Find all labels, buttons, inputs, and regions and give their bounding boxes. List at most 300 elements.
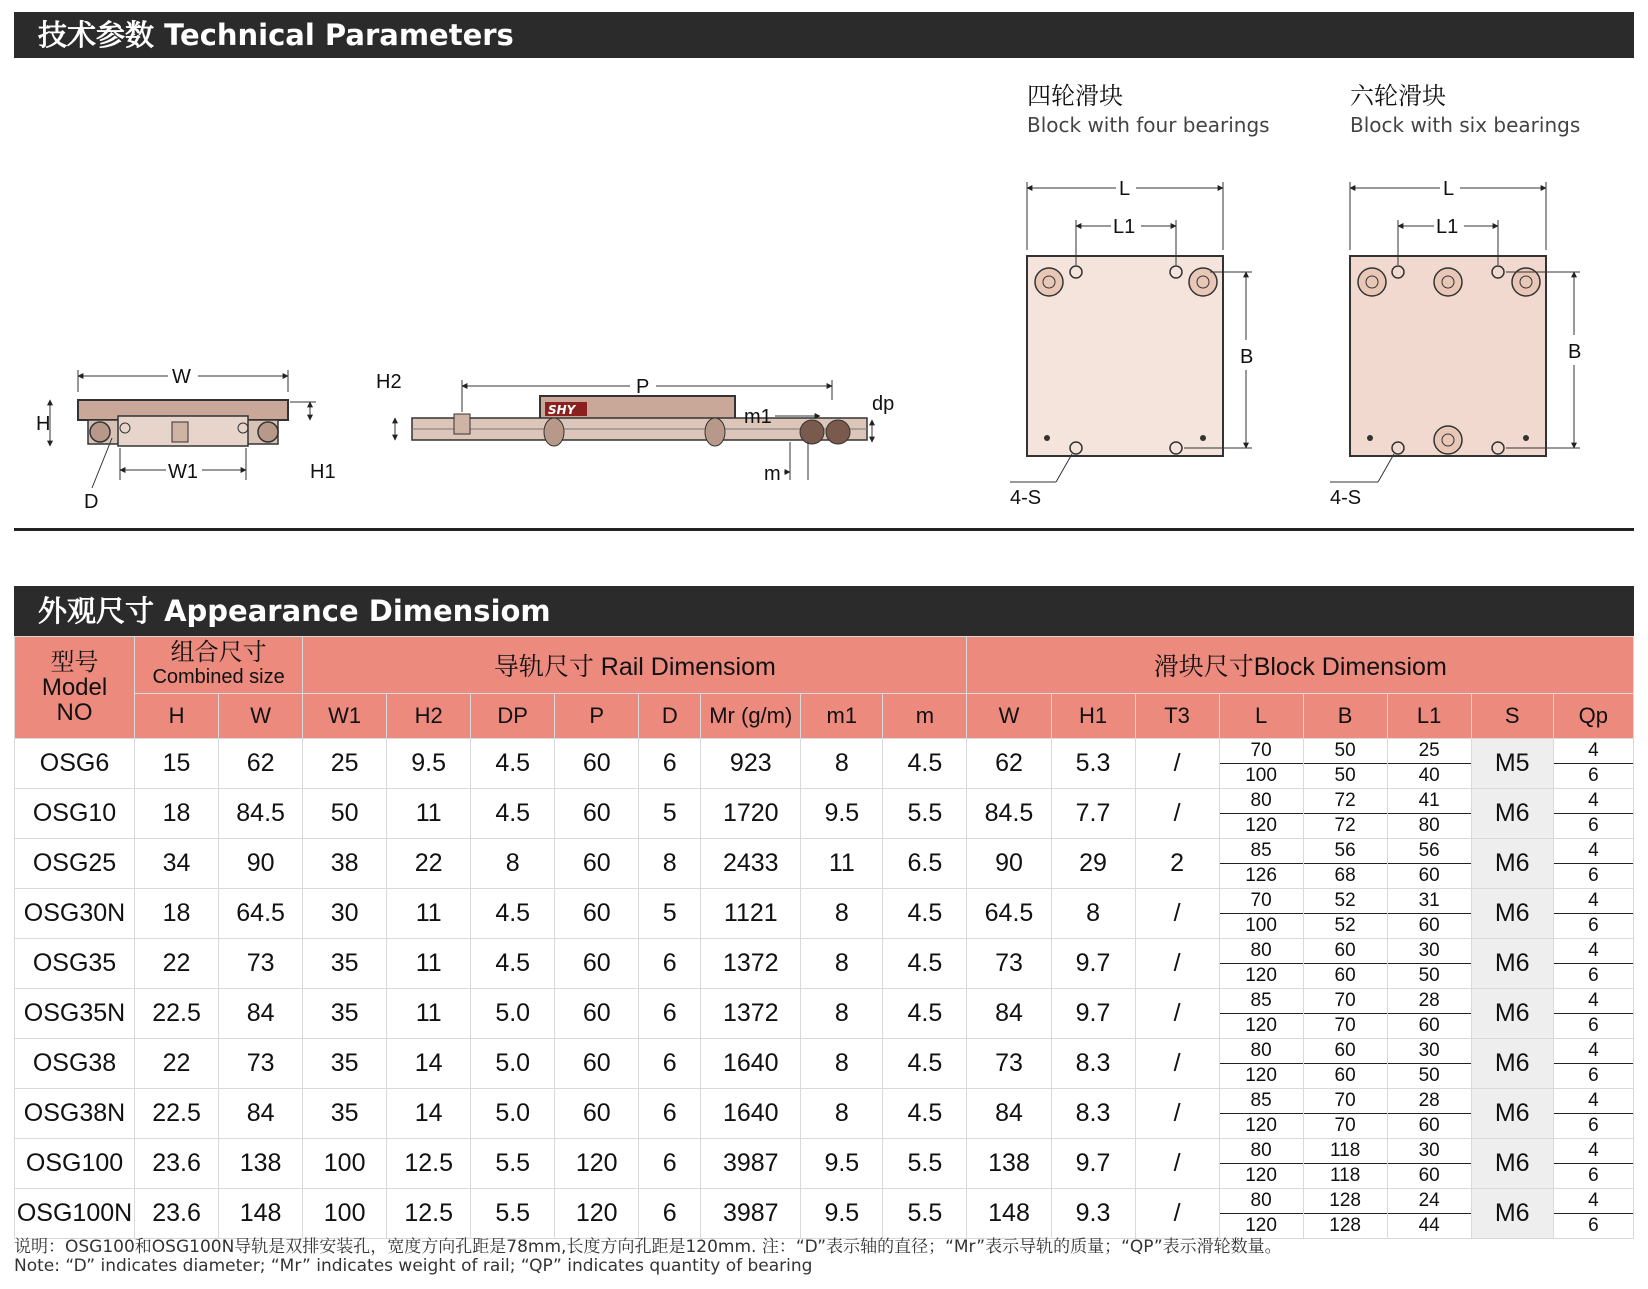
value-cell-mr: 1121 [701, 889, 801, 939]
sub-value: 4 [1554, 1139, 1633, 1164]
value-cell-l [1219, 939, 1303, 989]
value-cell-d: 5 [639, 889, 701, 939]
value-cell-h1: 8.3 [1051, 1089, 1135, 1139]
model-cell: OSG10 [15, 789, 135, 839]
sub-value: 70 [1334, 1015, 1356, 1036]
value-cell-l [1219, 1089, 1303, 1139]
value-cell-h2: 11 [387, 789, 471, 839]
value-cell-h1: 8 [1051, 889, 1135, 939]
value-cell-l [1219, 839, 1303, 889]
value-cell-b [1303, 889, 1387, 939]
sub-value: 80 [1220, 789, 1303, 814]
value-cell-dp: 4.5 [471, 739, 555, 789]
value-cell-w1: 35 [303, 939, 387, 989]
value-cell-b [1303, 1089, 1387, 1139]
value-cell-h: 15 [135, 739, 219, 789]
value-cell-l [1219, 739, 1303, 789]
value-cell-d: 5 [639, 789, 701, 839]
value-cell-l [1219, 1039, 1303, 1089]
value-cell-h2: 11 [387, 889, 471, 939]
header-model: 型号 Model NO [15, 637, 135, 739]
value-cell-bw: 84 [967, 989, 1051, 1039]
model-cell: OSG38 [15, 1039, 135, 1089]
note-chinese: 说明：OSG100和OSG100N导轨是双排安装孔，宽度方向孔距是78mm,长度方向孔距是120mm. 注：“D”表示轴的直径；“Mr”表示导轨的质量；“QP”表示滑轮数量。 [14, 1237, 1282, 1257]
value-cell-h2: 12.5 [387, 1139, 471, 1189]
value-cell-p: 60 [555, 989, 639, 1039]
value-cell-l1 [1387, 789, 1471, 839]
column-header: m1 [801, 694, 883, 739]
sub-value: 120 [1245, 1065, 1277, 1086]
section-header-technical-parameters: 技术参数 Technical Parameters [14, 12, 1634, 58]
dim-label-W: W [172, 366, 191, 388]
value-cell-h1: 9.7 [1051, 1139, 1135, 1189]
value-cell-h1: 5.3 [1051, 739, 1135, 789]
sub-value: 6 [1588, 915, 1599, 936]
value-cell-t3: / [1135, 1139, 1219, 1189]
value-cell-l [1219, 789, 1303, 839]
value-cell-bw: 148 [967, 1189, 1051, 1239]
value-cell-mr: 2433 [701, 839, 801, 889]
sub-value: 6 [1588, 1065, 1599, 1086]
end-view-drawing [36, 366, 336, 513]
sub-value: 4 [1554, 989, 1633, 1014]
header-rail-dimension: 导轨尺寸 Rail Dimensiom [303, 637, 967, 694]
column-header: m [883, 694, 967, 739]
value-cell-l [1219, 1189, 1303, 1239]
sub-value: 24 [1388, 1189, 1471, 1214]
model-cell: OSG100 [15, 1139, 135, 1189]
six-bearing-title-en: Block with six bearings [1350, 113, 1581, 137]
value-cell-h2: 12.5 [387, 1189, 471, 1239]
sub-value: 25 [1388, 739, 1471, 764]
value-cell-w1: 100 [303, 1189, 387, 1239]
sub-value: 6 [1588, 965, 1599, 986]
value-cell-qp [1553, 1089, 1633, 1139]
value-cell-w: 84 [219, 989, 303, 1039]
sub-value: 126 [1245, 865, 1277, 886]
value-cell-h1: 8.3 [1051, 1039, 1135, 1089]
sub-value: 80 [1220, 1189, 1303, 1214]
value-cell-p: 120 [555, 1139, 639, 1189]
model-cell: OSG6 [15, 739, 135, 789]
value-cell-bw: 64.5 [967, 889, 1051, 939]
technical-drawing [0, 70, 1648, 530]
value-cell-h: 23.6 [135, 1139, 219, 1189]
value-cell-w1: 35 [303, 989, 387, 1039]
sub-value: 85 [1220, 839, 1303, 864]
sub-value: 120 [1245, 1115, 1277, 1136]
sub-value: 60 [1334, 1065, 1356, 1086]
value-cell-b [1303, 789, 1387, 839]
value-cell-t3: / [1135, 989, 1219, 1039]
column-header: L [1219, 694, 1303, 739]
sub-value: 68 [1334, 865, 1356, 886]
sub-value: 6 [1588, 1165, 1599, 1186]
value-cell-m1: 8 [801, 1039, 883, 1089]
value-cell-qp [1553, 1139, 1633, 1189]
dimension-table [14, 636, 1634, 1239]
column-header: B [1303, 694, 1387, 739]
sub-value: 52 [1304, 889, 1387, 914]
dim-label-dp: dp [872, 393, 895, 415]
column-header: T3 [1135, 694, 1219, 739]
table-row [15, 1189, 1634, 1239]
sub-value: 4 [1554, 1039, 1633, 1064]
value-cell-m: 4.5 [883, 939, 967, 989]
value-cell-mr: 923 [701, 739, 801, 789]
value-cell-h1: 9.7 [1051, 989, 1135, 1039]
sub-value: 70 [1220, 889, 1303, 914]
value-cell-dp: 5.5 [471, 1139, 555, 1189]
sub-value: 100 [1245, 915, 1277, 936]
sub-value: 128 [1304, 1189, 1387, 1214]
value-cell-d: 6 [639, 1189, 701, 1239]
value-cell-d: 6 [639, 1039, 701, 1089]
dim-label-H2: H2 [376, 371, 402, 393]
value-cell-b [1303, 1189, 1387, 1239]
sub-value: 80 [1220, 1139, 1303, 1164]
sub-value: 50 [1334, 765, 1356, 786]
sub-value: 120 [1245, 1215, 1277, 1236]
value-cell-m: 5.5 [883, 789, 967, 839]
model-cell: OSG35N [15, 989, 135, 1039]
value-cell-qp [1553, 839, 1633, 889]
value-cell-w: 84.5 [219, 789, 303, 839]
value-cell-h1: 7.7 [1051, 789, 1135, 839]
sub-value: 120 [1245, 815, 1277, 836]
value-cell-h2: 11 [387, 989, 471, 1039]
sub-value: 28 [1388, 989, 1471, 1014]
table-row [15, 989, 1634, 1039]
value-cell-bw: 73 [967, 1039, 1051, 1089]
value-cell-w1: 50 [303, 789, 387, 839]
value-cell-h2: 14 [387, 1089, 471, 1139]
sub-value: 40 [1418, 765, 1440, 786]
table-row [15, 789, 1634, 839]
value-cell-m: 4.5 [883, 889, 967, 939]
value-cell-w1: 35 [303, 1089, 387, 1139]
value-cell-s: M6 [1471, 1039, 1553, 1089]
value-cell-m: 4.5 [883, 739, 967, 789]
dim-label-H1: H1 [310, 461, 336, 483]
value-cell-h2: 9.5 [387, 739, 471, 789]
sub-value: 6 [1588, 815, 1599, 836]
sub-value: 6 [1588, 765, 1599, 786]
value-cell-h: 18 [135, 789, 219, 839]
sub-value: 120 [1245, 1015, 1277, 1036]
value-cell-m: 4.5 [883, 1039, 967, 1089]
value-cell-dp: 4.5 [471, 789, 555, 839]
dim-label-H: H [36, 413, 51, 435]
value-cell-qp [1553, 739, 1633, 789]
value-cell-w: 138 [219, 1139, 303, 1189]
value-cell-w: 62 [219, 739, 303, 789]
value-cell-qp [1553, 989, 1633, 1039]
six-bearing-block-drawing [1330, 82, 1581, 509]
side-view-drawing [376, 371, 894, 485]
sub-value: 4 [1554, 889, 1633, 914]
value-cell-mr: 3987 [701, 1189, 801, 1239]
sub-value: 4 [1554, 939, 1633, 964]
sub-value: 6 [1588, 1115, 1599, 1136]
value-cell-d: 6 [639, 989, 701, 1039]
dim-label-4S-six: 4-S [1330, 487, 1362, 509]
sub-value: 128 [1329, 1215, 1361, 1236]
value-cell-qp [1553, 1039, 1633, 1089]
column-header: DP [471, 694, 555, 739]
value-cell-bw: 62 [967, 739, 1051, 789]
value-cell-m1: 11 [801, 839, 883, 889]
sub-value: 60 [1418, 865, 1440, 886]
value-cell-w1: 100 [303, 1139, 387, 1189]
value-cell-w1: 25 [303, 739, 387, 789]
value-cell-w: 73 [219, 1039, 303, 1089]
value-cell-p: 60 [555, 939, 639, 989]
value-cell-m1: 9.5 [801, 789, 883, 839]
value-cell-h: 22 [135, 1039, 219, 1089]
value-cell-m: 4.5 [883, 989, 967, 1039]
value-cell-w: 90 [219, 839, 303, 889]
value-cell-l [1219, 1139, 1303, 1189]
value-cell-m1: 8 [801, 889, 883, 939]
value-cell-dp: 8 [471, 839, 555, 889]
value-cell-s: M6 [1471, 889, 1553, 939]
value-cell-w: 73 [219, 939, 303, 989]
value-cell-l1 [1387, 1089, 1471, 1139]
dim-label-P: P [636, 376, 650, 398]
sub-value: 80 [1220, 1039, 1303, 1064]
table-row [15, 889, 1634, 939]
sub-value: 6 [1588, 1015, 1599, 1036]
brand-logo: SHY [548, 403, 576, 417]
value-cell-t3: / [1135, 939, 1219, 989]
value-cell-p: 60 [555, 739, 639, 789]
sub-value: 30 [1388, 1139, 1471, 1164]
sub-value: 80 [1220, 939, 1303, 964]
value-cell-h: 34 [135, 839, 219, 889]
sub-value: 60 [1418, 1165, 1440, 1186]
value-cell-s: M6 [1471, 989, 1553, 1039]
value-cell-m1: 9.5 [801, 1139, 883, 1189]
dim-label-B-four: B [1240, 346, 1254, 368]
four-bearing-block-drawing [1010, 82, 1270, 509]
sub-value: 30 [1388, 1039, 1471, 1064]
sub-value: 120 [1245, 1165, 1277, 1186]
table-row [15, 1039, 1634, 1089]
value-cell-bw: 73 [967, 939, 1051, 989]
sub-value: 70 [1334, 1115, 1356, 1136]
value-cell-l [1219, 889, 1303, 939]
value-cell-m1: 9.5 [801, 1189, 883, 1239]
column-header: W [967, 694, 1051, 739]
value-cell-h: 23.6 [135, 1189, 219, 1239]
column-header: Mr (g/m) [701, 694, 801, 739]
column-header: L1 [1387, 694, 1471, 739]
dim-label-L-four: L [1119, 178, 1131, 200]
column-header: H1 [1051, 694, 1135, 739]
six-bearing-title-cn: 六轮滑块 [1350, 82, 1446, 110]
sub-value: 6 [1588, 1215, 1599, 1236]
value-cell-m1: 8 [801, 739, 883, 789]
sub-value: 50 [1304, 739, 1387, 764]
value-cell-mr: 1640 [701, 1089, 801, 1139]
value-cell-d: 6 [639, 1089, 701, 1139]
sub-value: 72 [1334, 815, 1356, 836]
value-cell-w1: 38 [303, 839, 387, 889]
value-cell-qp [1553, 889, 1633, 939]
value-cell-mr: 1640 [701, 1039, 801, 1089]
value-cell-p: 60 [555, 1089, 639, 1139]
value-cell-bw: 138 [967, 1139, 1051, 1189]
value-cell-h1: 9.7 [1051, 939, 1135, 989]
column-header: S [1471, 694, 1553, 739]
sub-value: 85 [1220, 1089, 1303, 1114]
four-bearing-title-cn: 四轮滑块 [1027, 82, 1123, 110]
sub-value: 60 [1334, 965, 1356, 986]
value-cell-qp [1553, 789, 1633, 839]
value-cell-dp: 5.5 [471, 1189, 555, 1239]
table-row [15, 1089, 1634, 1139]
sub-value: 56 [1304, 839, 1387, 864]
value-cell-l1 [1387, 939, 1471, 989]
table-row [15, 739, 1634, 789]
column-header: H [135, 694, 219, 739]
value-cell-m: 6.5 [883, 839, 967, 889]
value-cell-b [1303, 839, 1387, 889]
four-bearing-title-en: Block with four bearings [1027, 113, 1270, 137]
value-cell-t3: / [1135, 1089, 1219, 1139]
dim-label-m1: m1 [744, 406, 772, 428]
sub-value: 4 [1554, 789, 1633, 814]
sub-value: 50 [1418, 1065, 1440, 1086]
sub-value: 41 [1388, 789, 1471, 814]
value-cell-s: M6 [1471, 789, 1553, 839]
dim-label-m: m [764, 463, 781, 485]
value-cell-b [1303, 739, 1387, 789]
sub-value: 60 [1418, 1015, 1440, 1036]
column-header: H2 [387, 694, 471, 739]
value-cell-t3: / [1135, 739, 1219, 789]
sub-value: 70 [1220, 739, 1303, 764]
value-cell-w: 84 [219, 1089, 303, 1139]
value-cell-mr: 1372 [701, 939, 801, 989]
model-cell: OSG35 [15, 939, 135, 989]
value-cell-l1 [1387, 839, 1471, 889]
value-cell-s: M6 [1471, 1189, 1553, 1239]
value-cell-p: 60 [555, 839, 639, 889]
value-cell-l [1219, 989, 1303, 1039]
value-cell-d: 6 [639, 1139, 701, 1189]
sub-value: 44 [1418, 1215, 1440, 1236]
value-cell-s: M6 [1471, 939, 1553, 989]
value-cell-h1: 29 [1051, 839, 1135, 889]
value-cell-b [1303, 1139, 1387, 1189]
dim-label-L1-six: L1 [1436, 216, 1459, 238]
value-cell-dp: 5.0 [471, 1039, 555, 1089]
model-cell: OSG30N [15, 889, 135, 939]
value-cell-m1: 8 [801, 989, 883, 1039]
value-cell-m1: 8 [801, 939, 883, 989]
sub-value: 4 [1554, 1189, 1633, 1214]
sub-value: 70 [1304, 989, 1387, 1014]
model-cell: OSG38N [15, 1089, 135, 1139]
sub-value: 28 [1388, 1089, 1471, 1114]
table-row [15, 1139, 1634, 1189]
value-cell-h2: 11 [387, 939, 471, 989]
value-cell-mr: 3987 [701, 1139, 801, 1189]
value-cell-h: 22 [135, 939, 219, 989]
value-cell-w: 64.5 [219, 889, 303, 939]
dim-label-D: D [84, 491, 99, 513]
value-cell-h1: 9.3 [1051, 1189, 1135, 1239]
value-cell-m: 5.5 [883, 1189, 967, 1239]
value-cell-t3: 2 [1135, 839, 1219, 889]
value-cell-dp: 5.0 [471, 1089, 555, 1139]
sub-value: 100 [1245, 765, 1277, 786]
sub-value: 80 [1418, 815, 1440, 836]
value-cell-l1 [1387, 1189, 1471, 1239]
value-cell-bw: 84.5 [967, 789, 1051, 839]
value-cell-dp: 4.5 [471, 889, 555, 939]
value-cell-qp [1553, 939, 1633, 989]
value-cell-m: 5.5 [883, 1139, 967, 1189]
value-cell-h2: 14 [387, 1039, 471, 1089]
value-cell-h2: 22 [387, 839, 471, 889]
value-cell-s: M5 [1471, 739, 1553, 789]
value-cell-mr: 1372 [701, 989, 801, 1039]
column-header: W [219, 694, 303, 739]
value-cell-bw: 84 [967, 1089, 1051, 1139]
sub-value: 118 [1329, 1165, 1361, 1186]
value-cell-l1 [1387, 739, 1471, 789]
value-cell-qp [1553, 1189, 1633, 1239]
value-cell-t3: / [1135, 1189, 1219, 1239]
value-cell-b [1303, 939, 1387, 989]
sub-value: 4 [1554, 1089, 1633, 1114]
value-cell-p: 120 [555, 1189, 639, 1239]
column-header: P [555, 694, 639, 739]
value-cell-s: M6 [1471, 839, 1553, 889]
value-cell-d: 6 [639, 739, 701, 789]
value-cell-dp: 5.0 [471, 989, 555, 1039]
value-cell-l1 [1387, 989, 1471, 1039]
sub-value: 4 [1554, 839, 1633, 864]
value-cell-l1 [1387, 1139, 1471, 1189]
value-cell-m: 4.5 [883, 1089, 967, 1139]
column-header: W1 [303, 694, 387, 739]
value-cell-t3: / [1135, 889, 1219, 939]
value-cell-l1 [1387, 889, 1471, 939]
sub-value: 85 [1220, 989, 1303, 1014]
sub-value: 31 [1388, 889, 1471, 914]
value-cell-h: 18 [135, 889, 219, 939]
value-cell-w1: 30 [303, 889, 387, 939]
dim-label-W1: W1 [168, 461, 198, 483]
sub-value: 4 [1554, 739, 1633, 764]
value-cell-p: 60 [555, 889, 639, 939]
sub-value: 72 [1304, 789, 1387, 814]
table-row [15, 939, 1634, 989]
value-cell-dp: 4.5 [471, 939, 555, 989]
header-block-dimension: 滑块尺寸Block Dimensiom [967, 637, 1634, 694]
value-cell-h: 22.5 [135, 989, 219, 1039]
note-english: Note: “D” indicates diameter; “Mr” indicates weight of rail; “QP” indicates quantity of bearing [14, 1256, 813, 1276]
value-cell-mr: 1720 [701, 789, 801, 839]
sub-value: 6 [1588, 865, 1599, 886]
sub-value: 70 [1304, 1089, 1387, 1114]
model-cell: OSG25 [15, 839, 135, 889]
value-cell-s: M6 [1471, 1139, 1553, 1189]
